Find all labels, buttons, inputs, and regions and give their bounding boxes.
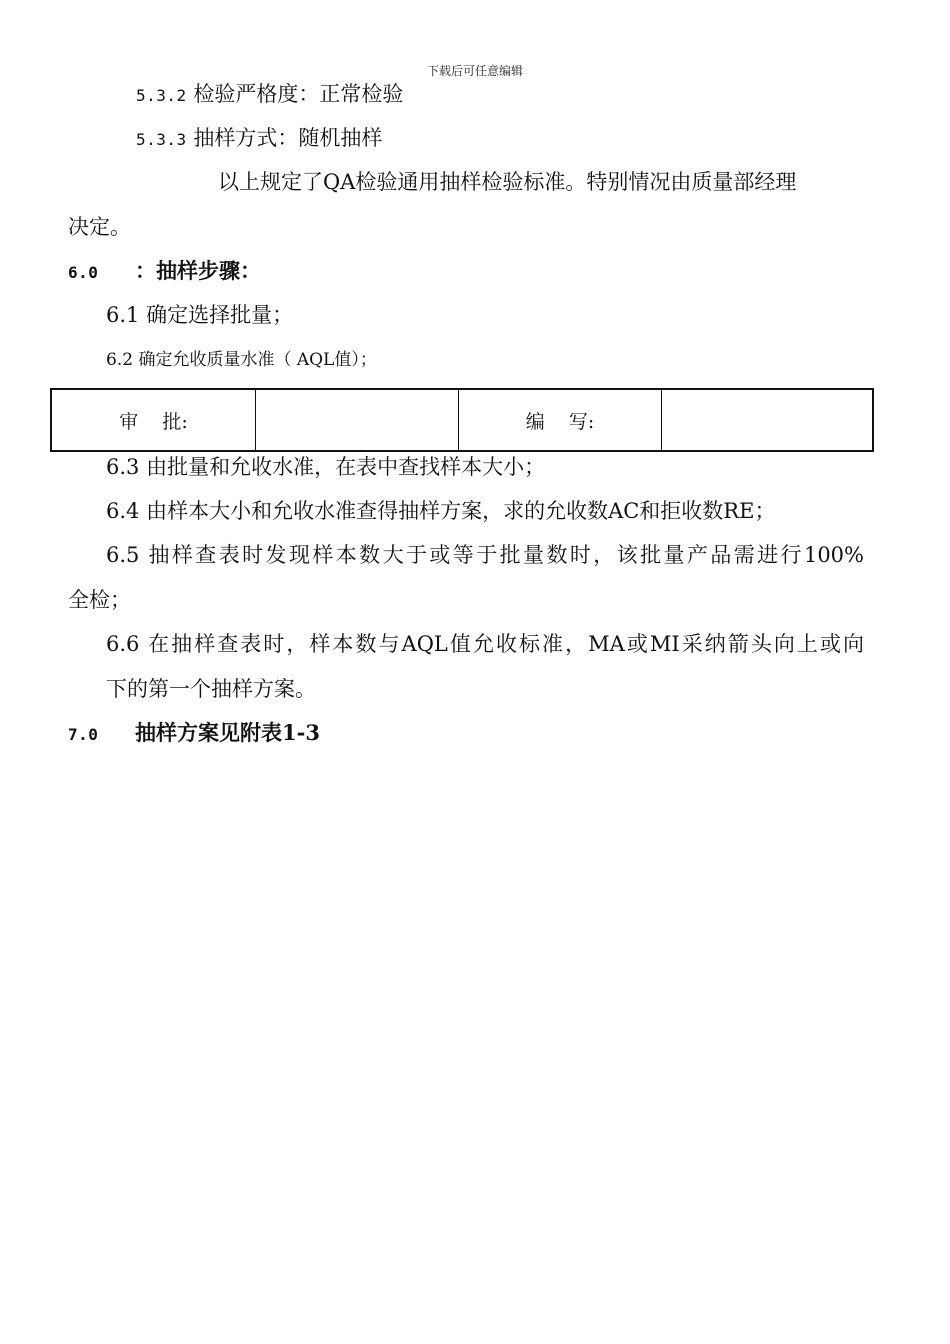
item-text: 检验严格度：正常检验	[193, 82, 404, 106]
section-heading-6-0	[68, 257, 261, 287]
section-number: 7.0	[68, 725, 99, 744]
signoff-table	[50, 388, 874, 452]
item-6-4: 6.4 由样本大小和允收水准查得抽样方案，求的允收数AC和拒收数RE；	[106, 499, 776, 523]
prepare-value	[662, 390, 872, 450]
item-6-6: 6.6 在抽样查表时，样本数与AQL值允收标准，MA或MI采纳箭头向上或向	[106, 632, 864, 656]
section-heading-7-0	[68, 719, 320, 749]
paragraph-line: 决定。	[68, 215, 131, 239]
section-number: 6.0	[68, 263, 99, 282]
approve-value	[256, 390, 459, 450]
section-title: 抽样方案见附表1-3	[135, 720, 320, 745]
section-title: ：抽样步骤：	[135, 258, 262, 283]
item-number: 5.3.3	[136, 130, 187, 149]
item-6-5-cont: 全检；	[68, 588, 131, 612]
item-6-1: 6.1 确定选择批量；	[106, 303, 294, 327]
item-text: 抽样方式：随机抽样	[193, 126, 383, 150]
item-5-3-3	[136, 124, 382, 154]
approve-label: 审 批:	[52, 390, 256, 450]
item-6-3: 6.3 由批量和允收水准，在表中查找样本大小；	[106, 455, 546, 479]
paragraph-line: 以上规定了QA检验通用抽样检验标准。特别情况由质量部经理	[218, 170, 797, 194]
item-number: 5.3.2	[136, 86, 187, 105]
item-6-6-cont: 下的第一个抽样方案。	[106, 677, 316, 701]
item-6-2: 6.2 确定允收质量水准（ AQL值）；	[106, 350, 377, 370]
item-6-5: 6.5 抽样查表时发现样本数大于或等于批量数时，该批量产品需进行100%	[106, 543, 864, 567]
item-5-3-2	[136, 80, 403, 110]
header-note: 下载后可任意编辑	[426, 64, 523, 78]
prepare-label: 编 写:	[459, 390, 662, 450]
